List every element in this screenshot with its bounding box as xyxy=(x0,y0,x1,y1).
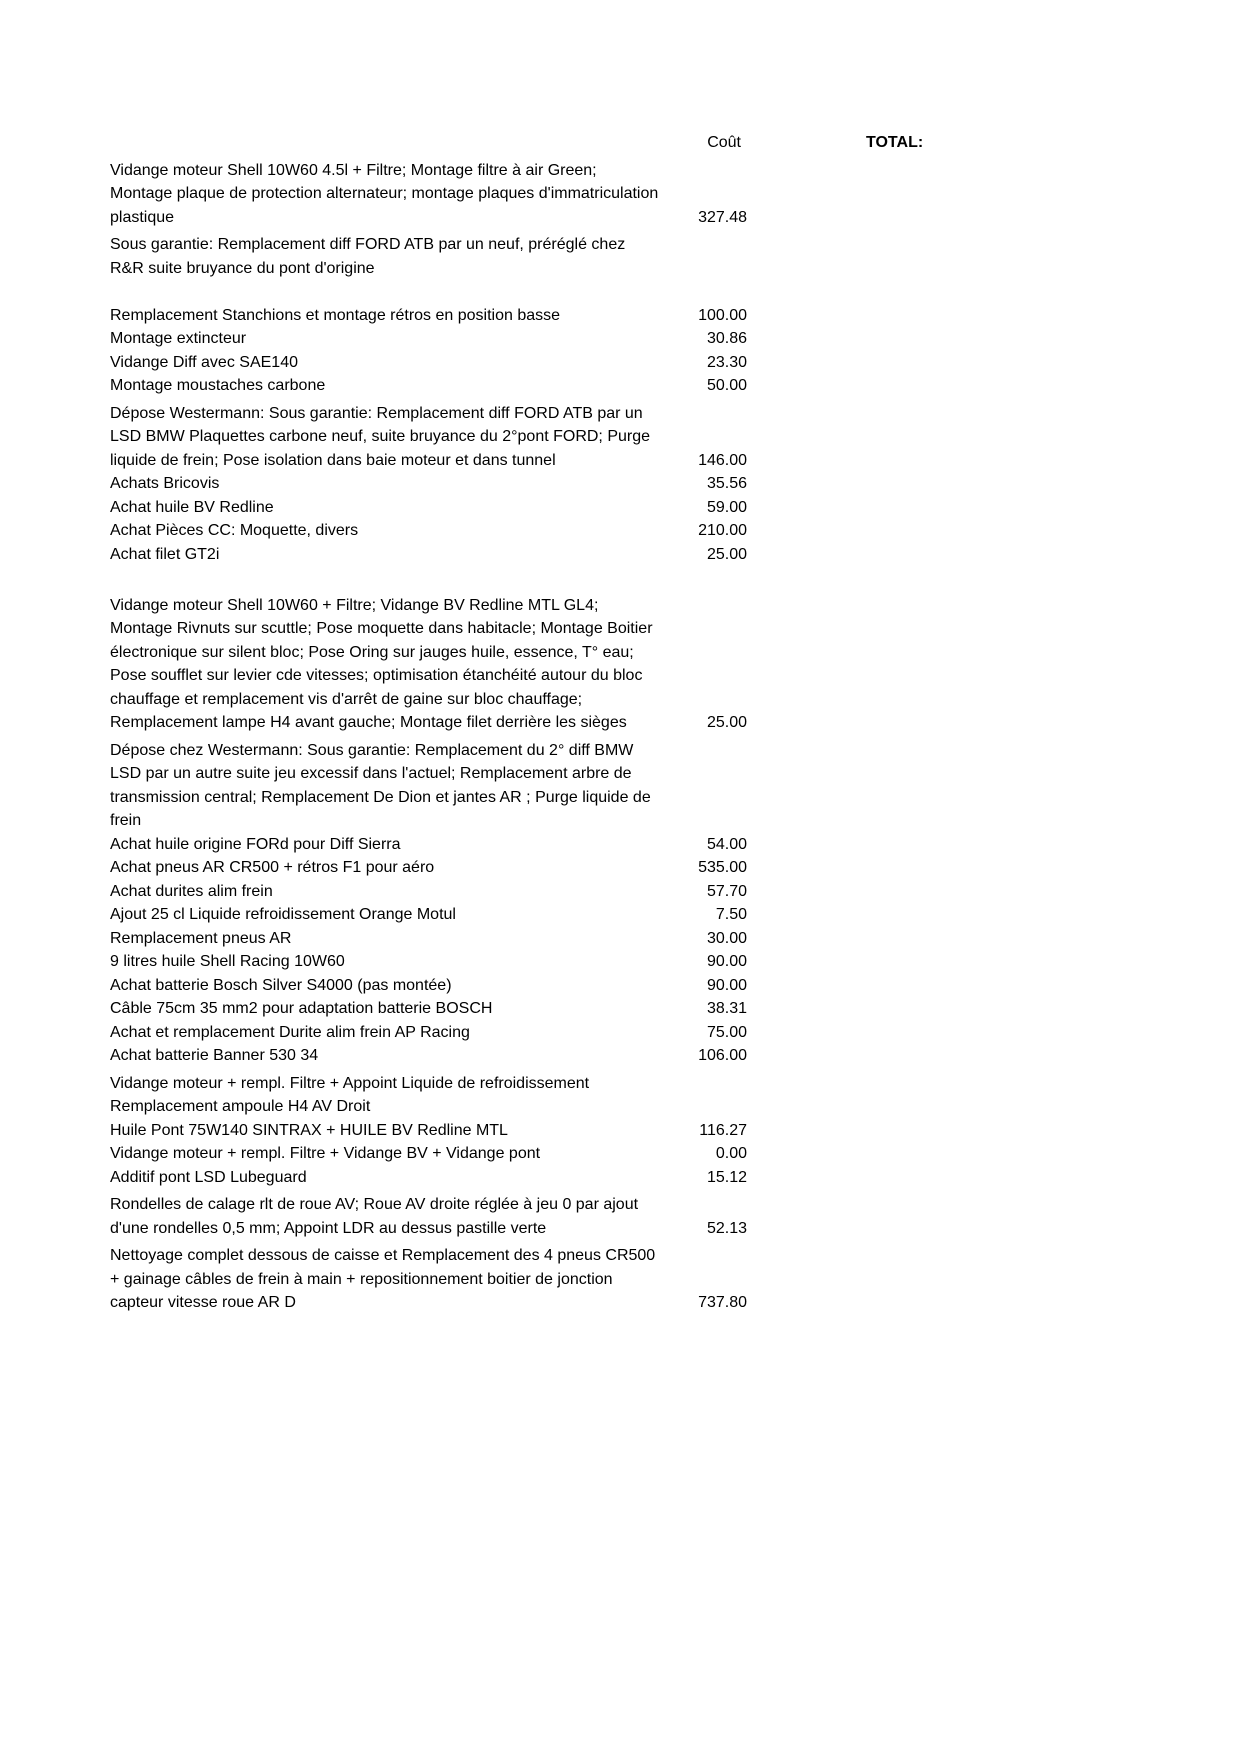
table-row xyxy=(110,233,1241,280)
item-description: Ajout 25 cl Liquide refroidissement Orange Motul xyxy=(110,906,456,923)
table-row xyxy=(110,543,1241,567)
item-cost: 30.00 xyxy=(706,929,747,947)
item-cost: 75.00 xyxy=(706,1023,747,1041)
item-cost: 116.27 xyxy=(699,1121,747,1139)
item-description: Vidange moteur Shell 10W60 + Filtre; Vidange BV Redline MTL GL4; Montage Rivnuts sur scuttle; Pose moquette dans habitacle; Montage Boitier électronique sur silent bloc; Pose Oring sur jauges huile, essence, T° eau; Pose soufflet sur levier cde vitesses; optimisation étanchéité autour du bloc chauffage et remplacement vis d'arrêt de gaine sur bloc chauffage; Remplacement lampe H4 avant gauche; Montage filet derrière les sièges xyxy=(110,596,653,731)
item-description: Achat filet GT2i xyxy=(110,545,220,563)
item-cost: 57.70 xyxy=(706,882,747,900)
table-row xyxy=(110,880,1241,904)
spacer-row xyxy=(110,280,1241,304)
item-description: Achat huile origine FORd pour Diff Sierra xyxy=(110,835,401,853)
item-description: Remplacement Stanchions et montage rétros en position basse xyxy=(110,306,561,324)
table-row xyxy=(110,997,1241,1021)
table-row xyxy=(110,159,1241,230)
item-description: Remplacement pneus AR xyxy=(110,929,292,947)
total-label: TOTAL: xyxy=(866,134,924,151)
table-row xyxy=(110,1193,1241,1240)
item-description: Vidange moteur + rempl. Filtre + Appoint Liquide de refroidissement xyxy=(110,1074,590,1092)
item-cost: 35.56 xyxy=(706,475,747,492)
table-row xyxy=(110,374,1241,398)
table-row xyxy=(110,1119,1241,1143)
table-header-row xyxy=(110,131,1241,155)
item-cost: 25.00 xyxy=(706,714,747,731)
item-description: Achat Pièces CC: Moquette, divers xyxy=(110,522,359,539)
table-row xyxy=(110,1072,1241,1096)
spacer-row xyxy=(110,566,1241,590)
item-cost: 50.00 xyxy=(706,377,747,394)
item-cost: 38.31 xyxy=(706,1000,747,1017)
item-cost: 23.30 xyxy=(706,353,747,371)
item-description: Achat huile BV Redline xyxy=(110,498,274,516)
item-description: Montage extincteur xyxy=(110,330,247,347)
item-description: 9 litres huile Shell Racing 10W60 xyxy=(110,953,345,970)
item-description: Rondelles de calage rlt de roue AV; Roue AV droite réglée à jeu 0 par ajout d'une rondelles 0,5 mm; Appoint LDR au dessus pastille verte xyxy=(110,1196,639,1237)
item-description: Dépose Westermann: Sous garantie: Remplacement diff FORD ATB par un LSD BMW Plaquettes carbone neuf, suite bruyance du 2°pont FORD; Purge liquide de frein; Pose isolation dans baie moteur et dans tunnel xyxy=(110,404,651,469)
table-row xyxy=(110,927,1241,951)
table-row xyxy=(110,739,1241,833)
item-description: Montage moustaches carbone xyxy=(110,377,326,394)
table-row xyxy=(110,1095,1241,1119)
item-cost: 59.00 xyxy=(706,498,747,516)
item-description: Achat batterie Bosch Silver S4000 (pas montée) xyxy=(110,976,452,994)
table-row xyxy=(110,856,1241,880)
table-row xyxy=(110,903,1241,927)
item-cost: 146.00 xyxy=(698,451,747,469)
item-cost: 25.00 xyxy=(706,545,747,563)
item-cost: 327.48 xyxy=(698,208,747,226)
item-description: Achats Bricovis xyxy=(110,475,220,492)
item-description: Additif pont LSD Lubeguard xyxy=(110,1168,307,1186)
item-cost: 90.00 xyxy=(706,953,747,970)
item-cost: 100.00 xyxy=(698,306,747,324)
item-cost: 737.80 xyxy=(698,1294,747,1311)
item-description: Vidange moteur Shell 10W60 4.5l + Filtre; Montage filtre à air Green; Montage plaque de protection alternateur; montage plaques d'immatriculation plastique xyxy=(110,161,659,226)
item-cost: 30.86 xyxy=(706,330,747,347)
item-description: Achat pneus AR CR500 + rétros F1 pour aéro xyxy=(110,859,435,876)
item-cost: 90.00 xyxy=(706,976,747,994)
table-row xyxy=(110,472,1241,496)
table-row xyxy=(110,594,1241,735)
item-description: Vidange moteur + rempl. Filtre + Vidange BV + Vidange pont xyxy=(110,1145,541,1162)
item-description: Sous garantie: Remplacement diff FORD ATB par un neuf, préréglé chez R&R suite bruyance du pont d'origine xyxy=(110,236,626,277)
table-row xyxy=(110,950,1241,974)
table-row xyxy=(110,1166,1241,1190)
item-description: Vidange Diff avec SAE140 xyxy=(110,353,298,371)
item-description: Remplacement ampoule H4 AV Droit xyxy=(110,1098,371,1115)
table-row xyxy=(110,1244,1241,1315)
item-cost: 15.12 xyxy=(706,1168,747,1186)
item-description: Huile Pont 75W140 SINTRAX + HUILE BV Redline MTL xyxy=(110,1121,508,1139)
cost-column-header: Coût xyxy=(707,134,741,151)
item-description: Achat et remplacement Durite alim frein AP Racing xyxy=(110,1023,470,1041)
item-cost: 210.00 xyxy=(698,522,747,539)
item-description: Achat durites alim frein xyxy=(110,882,273,900)
table-row xyxy=(110,1044,1241,1068)
item-cost: 535.00 xyxy=(698,859,747,876)
table-row xyxy=(110,519,1241,543)
item-description: Nettoyage complet dessous de caisse et Remplacement des 4 pneus CR500 + gainage câbles de frein à main + repositionnement boitier de jonction capteur vitesse roue AR D xyxy=(110,1247,656,1311)
table-row xyxy=(110,351,1241,375)
table-row xyxy=(110,327,1241,351)
item-cost: 0.00 xyxy=(715,1145,747,1162)
item-cost: 52.13 xyxy=(706,1219,747,1237)
table-row xyxy=(110,402,1241,473)
table-row xyxy=(110,496,1241,520)
item-cost: 54.00 xyxy=(706,835,747,853)
table-row xyxy=(110,304,1241,328)
item-description: Câble 75cm 35 mm2 pour adaptation batterie BOSCH xyxy=(110,1000,493,1017)
item-description: Achat batterie Banner 530 34 xyxy=(110,1047,319,1064)
table-row xyxy=(110,833,1241,857)
table-row xyxy=(110,1021,1241,1045)
table-row xyxy=(110,974,1241,998)
item-cost: 106.00 xyxy=(698,1047,747,1064)
cost-table-body xyxy=(110,159,1241,1315)
item-description: Dépose chez Westermann: Sous garantie: Remplacement du 2° diff BMW LSD par un autre suite jeu excessif dans l'actuel; Remplacement arbre de transmission central; Remplacement De Dion et jantes AR ; Purge liquide de frein xyxy=(110,741,651,829)
item-cost: 7.50 xyxy=(715,906,747,923)
table-row xyxy=(110,1142,1241,1166)
